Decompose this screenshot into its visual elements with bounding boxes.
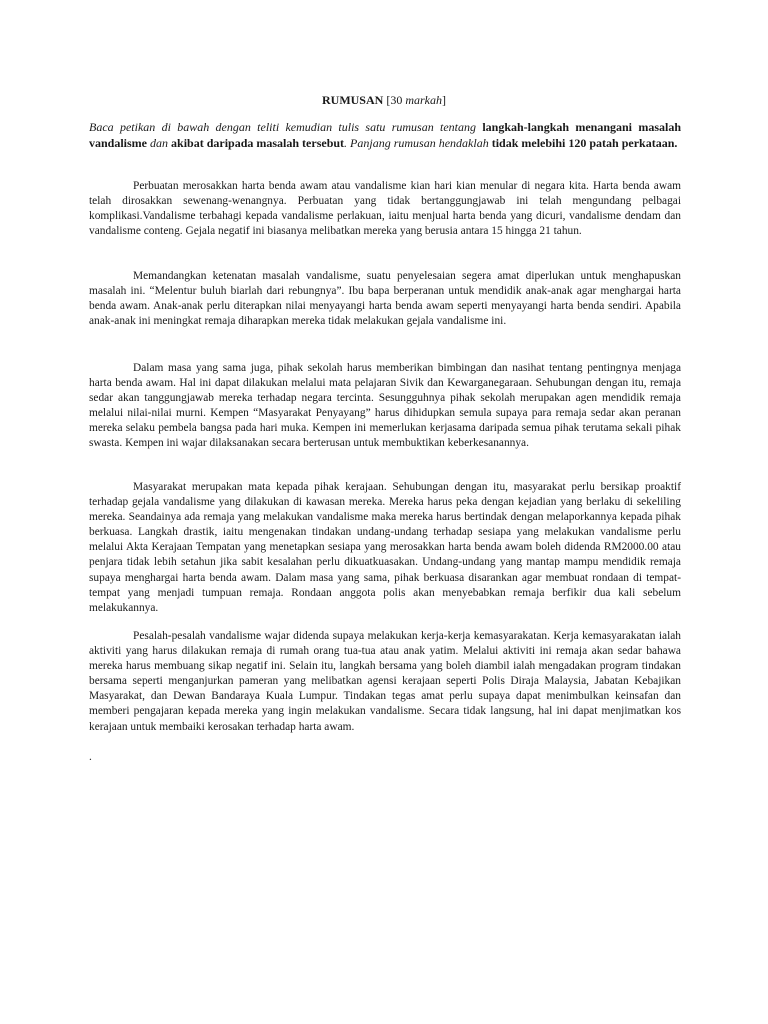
passage-paragraph-1: Perbuatan merosakkan harta benda awam atau vandalisme kian hari kian menular di negara kita. Harta benda awam telah dirosakkan sewenang-wenangnya. Perbuatan yang tidak bertanggungjawab ini telah mengundang pelbagai komplikasi.Vandalisme terbahagi kepada vandalisme perlakuan, iaitu menjual harta benda yang dicuri, vandalisme dendam dan vandalisme conteng. Gejala negatif ini biasanya melibatkan mereka yang berusia antara 15 hingga 21 tahun.: [89, 180, 681, 238]
instruction-part-3: dan: [147, 135, 172, 150]
instruction-part-5: . Panjang rumusan hendaklah: [344, 135, 492, 150]
title-marks-open: [30: [383, 93, 406, 107]
passage-paragraph-5: Pesalah-pesalah vandalisme wajar didenda supaya melakukan kerja-kerja kemasyarakatan. Kerja kemasyarakatan ialah aktiviti yang harus dilakukan remaja di rumah orang tua-tua atau anak yatim. Melalui aktiviti ini remaja akan sedar bahawa mereka harus membuang sikap negatif ini. Selain itu, langkah bersama yang boleh diambil ialah mengadakan program tindakan bersama seperti menganjurkan pameran yang melibatkan agensi kerajaan seperti Polis Diraja Malaysia, Jabatan Kebajikan Masyarakat, dan Dewan Bandaraya Kuala Lumpur. Tindakan tegas amat perlu supaya dapat menimbulkan keinsafan dan memberi pengajaran kepada mereka yang ingin melakukan vandalisme. Secara tidak langsung, hal ini dapat menjimatkan kos kerajaan untuk membaiki kerosakan terhadap harta awam.: [89, 630, 681, 733]
trailing-mark: .: [89, 751, 92, 763]
title-marks-word: markah: [405, 93, 442, 107]
passage-paragraph-2: Memandangkan ketenatan masalah vandalisme, suatu penyelesaian segera amat diperlukan untuk menghapuskan masalah ini. “Melentur buluh biarlah dari rebungnya”. Ibu bapa berperanan untuk mendidik anak-anak agar menghargai harta benda awam. Anak-anak perlu diterapkan nilai menyayangi harta benda awam seperti menyayangi harta benda sendiri. Apabila anak-anak ini meningkat remaja diharapkan mereka tidak melakukan gejala vandalisme ini.: [89, 270, 681, 328]
instruction-part-6: tidak melebihi 120 patah perkataan.: [491, 135, 678, 150]
title-word: RUMUSAN: [321, 93, 384, 107]
instruction-part-1: Baca petikan di bawah dengan teliti kemudian tulis satu rumusan tentang: [89, 120, 483, 134]
passage-paragraph-3: Dalam masa yang sama juga, pihak sekolah harus memberikan bimbingan dan nasihat tentang pentingnya menjaga harta benda awam. Hal ini dapat dilakukan melalui mata pelajaran Sivik dan Kewarganegaraan. Sehubungan dengan itu, remaja sedar akan tanggungjawab mereka terhadap negara tercinta. Sesungguhnya pihak sekolah merupakan agen mendidik remaja melalui nilai-nilai murni. Kempen “Masyarakat Penyayang” harus dihidupkan semula supaya para remaja sedar akan peranan mereka selaku pembela bangsa pada hari muka. Kempen ini memerlukan kerjasama daripada semua pihak terutama sekali pihak swasta. Kempen ini wajar dilaksanakan secara berterusan untuk membuktikan keberkesanannya.: [89, 362, 681, 450]
page-title: [0, 93, 768, 108]
passage-paragraph-4: Masyarakat merupakan mata kepada pihak kerajaan. Sehubungan dengan itu, masyarakat perlu bersikap proaktif terhadap gejala vandalisme yang dilakukan di kawasan mereka. Mereka harus peka dengan kejadian yang berlaku di sekeliling mereka. Seandainya ada remaja yang melakukan vandalisme maka mereka harus bertindak dengan melaporkannya kepada pihak berkuasa. Langkah drastik, iaitu mengenakan tindakan undang-undang terhadap sesiapa yang melakukan vandalisme perlu melalui Akta Kerajaan Tempatan yang menetapkan sesiapa yang merosakkan harta benda awam boleh didenda RM2000.00 atau penjara tidak lebih setahun jika sabit kesalahan perlu dikuatkuasakan. Undang-undang yang mantap mampu mendidik remaja supaya menghargai harta benda awam. Dalam masa yang sama, pihak berkuasa disarankan agar membuat rondaan di tempat-tempat yang menjadi tumpuan remaja. Rondaan anggota polis akan menyebabkan remaja berfikir dua kali sebelum melakukannya.: [89, 481, 681, 614]
instruction-text: [89, 120, 681, 151]
instruction-part-2: langkah-langkah menangani masalah vandalisme: [89, 120, 681, 150]
instruction-part-4: akibat daripada masalah tersebut: [171, 135, 345, 150]
title-marks-close: ]: [442, 93, 446, 107]
